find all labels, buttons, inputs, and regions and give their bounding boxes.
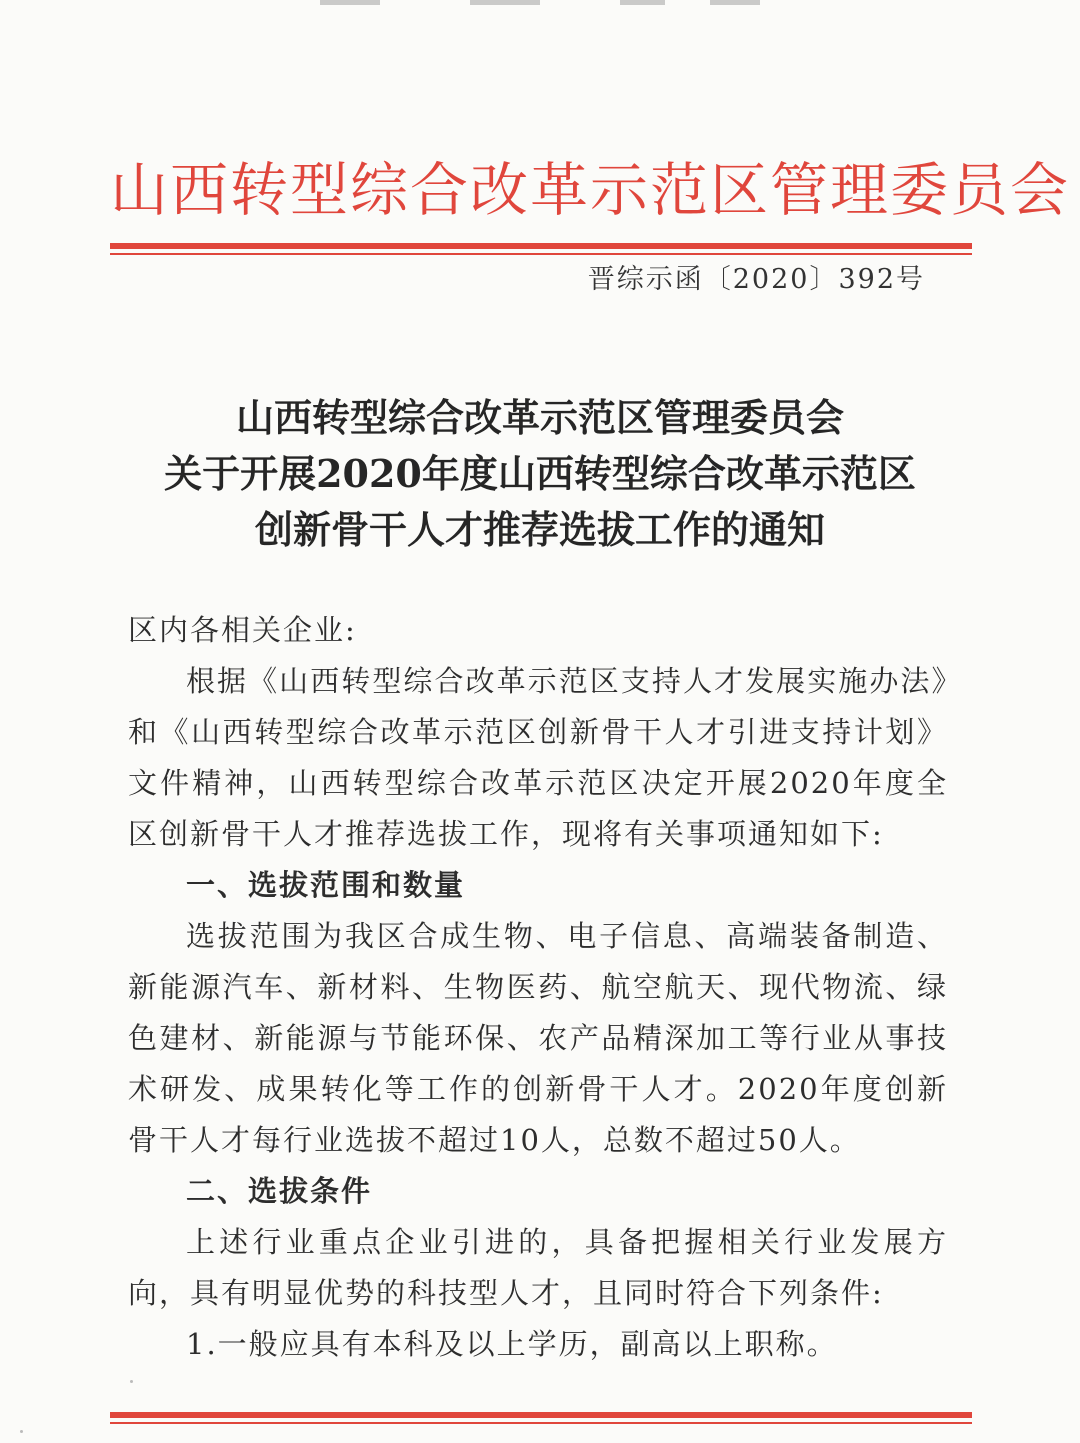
title-line-2: 关于开展2020年度山西转型综合改革示范区 [164, 451, 916, 496]
title-line-1: 山西转型综合改革示范区管理委员会 [235, 395, 844, 440]
section-2-item-1: 1.一般应具有本科及以上学历，副高以上职称。 [186, 1327, 838, 1361]
section-2-heading: 二、选拔条件 [186, 1174, 373, 1208]
section-1-paragraph: 选拔范围为我区合成生物、电子信息、高端装备制造、新能源汽车、新材料、生物医药、航空航天、现代物流、绿色建材、新能源与节能环保、农产品精深加工等行业从事技术研发、成果转化等工作的创新骨干人才。2020年度创新骨干人才每行业选拔不超过10人，总数不超过50人。 [128, 919, 948, 1157]
footer-rule-thick [110, 1412, 972, 1418]
scan-marks [320, 0, 760, 6]
title-line-3: 创新骨干人才推荐选拔工作的通知 [254, 507, 825, 552]
masthead-rule-thick [110, 243, 972, 249]
scan-speck [20, 1430, 23, 1433]
document-body [128, 656, 948, 1370]
section-1-heading: 一、选拔范围和数量 [186, 868, 466, 902]
scan-speck [130, 1380, 133, 1383]
masthead: 山西转型综合改革示范区管理委员会 [110, 156, 1071, 224]
intro-paragraph: 根据《山西转型综合改革示范区支持人才发展实施办法》和《山西转型综合改革示范区创新骨干人才引进支持计划》文件精神，山西转型综合改革示范区决定开展2020年度全区创新骨干人才推荐选拔工作，现将有关事项通知如下: [128, 664, 948, 851]
masthead-rule-thin [110, 253, 972, 255]
section-2-paragraph: 上述行业重点企业引进的，具备把握相关行业发展方向，具有明显优势的科技型人才，且同时符合下列条件: [128, 1225, 948, 1310]
document-number: 晋综示函〔2020〕392号 [587, 264, 925, 295]
document-title [110, 390, 970, 558]
addressee: 区内各相关企业: [128, 613, 357, 647]
footer-rule-thin [110, 1422, 972, 1424]
